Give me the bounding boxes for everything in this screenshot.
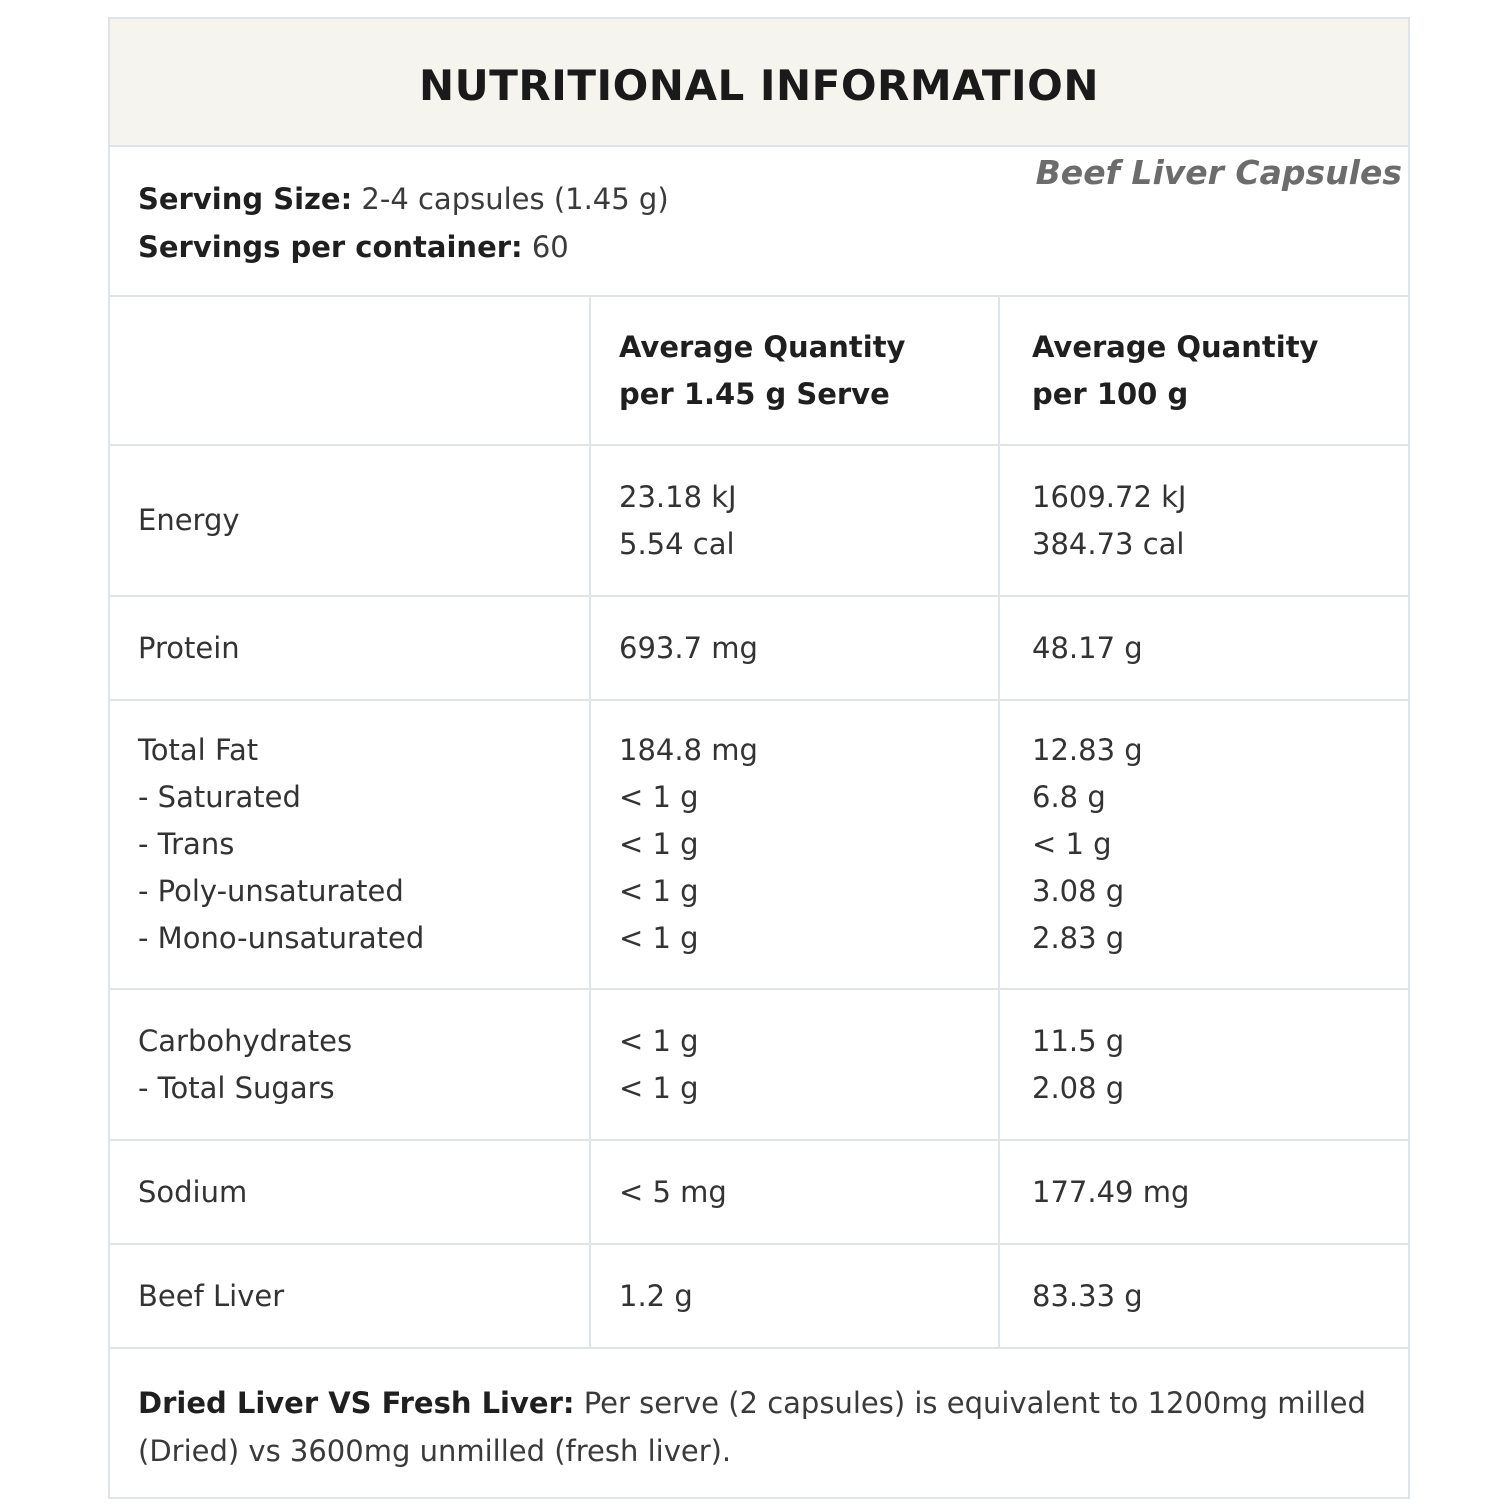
- nutrient-name: Sodium: [138, 1174, 248, 1209]
- value-line: 12.83 g: [1032, 733, 1143, 767]
- servings-per-container: [138, 223, 669, 271]
- nutrient-name: - Total Sugars: [138, 1070, 335, 1105]
- serving-info: [138, 175, 669, 271]
- value-line: 83.33 g: [1032, 1279, 1143, 1313]
- header-per-100g: [999, 296, 1408, 445]
- nutrient-name: Beef Liver: [138, 1279, 285, 1313]
- value-line: 48.17 g: [1032, 630, 1143, 665]
- value-line: 2.83 g: [1032, 921, 1125, 955]
- value-line: 693.7 mg: [619, 630, 758, 665]
- value-line: 6.8 g: [1032, 780, 1106, 814]
- value-line: 177.49 mg: [1032, 1174, 1190, 1209]
- value-line: < 1 g: [619, 921, 699, 955]
- nutrient-name: Protein: [138, 630, 240, 665]
- value-line: 184.8 mg: [619, 733, 758, 767]
- nutrient-name: - Mono-unsaturated: [138, 921, 425, 955]
- nutrient-name: Carbohydrates: [138, 1023, 353, 1058]
- value-line: 2.08 g: [1032, 1070, 1125, 1105]
- per-100g-value: [999, 596, 1408, 700]
- table-row: [110, 596, 1408, 700]
- footer-line: [138, 1379, 1380, 1427]
- per-serve-value: [590, 989, 999, 1140]
- value-line: < 1 g: [619, 780, 699, 814]
- serving-size-value: 2-4 capsules (1.45 g): [352, 182, 669, 216]
- header-per-100g-line: Average Quantity: [1032, 329, 1319, 364]
- footer-line: (Dried) vs 3600mg unmilled (fresh liver).: [138, 1434, 732, 1468]
- per-serve-value: [590, 1244, 999, 1348]
- nutrient-name: - Trans: [138, 827, 235, 861]
- value-line: 5.54 cal: [619, 526, 735, 561]
- title-bar: [110, 19, 1408, 147]
- serving-size-label: Serving Size:: [138, 182, 353, 216]
- value-line: < 1 g: [619, 1070, 699, 1105]
- value-line: 3.08 g: [1032, 874, 1125, 908]
- product-name: Beef Liver Capsules: [1035, 153, 1402, 192]
- value-line: < 5 mg: [619, 1174, 727, 1209]
- nutrient-name: - Saturated: [138, 780, 301, 814]
- per-100g-value: [999, 700, 1408, 989]
- footer-label: Dried Liver VS Fresh Liver:: [138, 1386, 575, 1420]
- value-line: 1.2 g: [619, 1279, 693, 1313]
- value-line: < 1 g: [619, 1023, 699, 1058]
- nutrition-table: [110, 295, 1408, 1348]
- table-row: [110, 989, 1408, 1140]
- servings-per-container-label: Servings per container:: [138, 230, 523, 264]
- per-100g-value: [999, 1244, 1408, 1348]
- table-header-row: [110, 296, 1408, 445]
- header-per-serve-line: Average Quantity: [619, 329, 906, 364]
- servings-per-container-value: 60: [522, 230, 569, 264]
- nutrition-panel: [108, 17, 1410, 1499]
- value-line: 384.73 cal: [1032, 526, 1185, 561]
- page-title: NUTRITIONAL INFORMATION: [418, 60, 1100, 110]
- per-100g-value: [999, 1140, 1408, 1244]
- per-100g-value: [999, 989, 1408, 1140]
- table-row: [110, 1140, 1408, 1244]
- nutrient-label: [110, 1140, 590, 1244]
- per-serve-value: [590, 445, 999, 596]
- per-serve-value: [590, 1140, 999, 1244]
- nutrient-label: [110, 445, 590, 596]
- nutrient-name: Energy: [138, 503, 240, 537]
- table-row: [110, 445, 1408, 596]
- table-row: [110, 1244, 1408, 1348]
- serving-size: [138, 175, 669, 223]
- footer-note: [110, 1347, 1408, 1499]
- value-line: 1609.72 kJ: [1032, 479, 1187, 514]
- nutrient-label: [110, 1244, 590, 1348]
- header-per-serve: [590, 296, 999, 445]
- value-line: 11.5 g: [1032, 1023, 1125, 1058]
- value-line: 23.18 kJ: [619, 479, 737, 514]
- value-line: < 1 g: [619, 874, 699, 908]
- nutrient-label: [110, 700, 590, 989]
- nutrient-label: [110, 596, 590, 700]
- nutrient-name: Total Fat: [138, 733, 259, 767]
- per-serve-value: [590, 596, 999, 700]
- header-empty-cell: [110, 296, 590, 445]
- per-100g-value: [999, 445, 1408, 596]
- header-per-serve-line: per 1.45 g Serve: [619, 376, 890, 411]
- table-row: [110, 700, 1408, 989]
- footer-text: Per serve (2 capsules) is equivalent to 1200mg milled: [574, 1386, 1366, 1420]
- header-per-100g-line: per 100 g: [1032, 376, 1189, 411]
- value-line: < 1 g: [619, 827, 699, 861]
- per-serve-value: [590, 700, 999, 989]
- nutrient-name: - Poly-unsaturated: [138, 874, 404, 908]
- value-line: < 1 g: [1032, 827, 1112, 861]
- nutrient-label: [110, 989, 590, 1140]
